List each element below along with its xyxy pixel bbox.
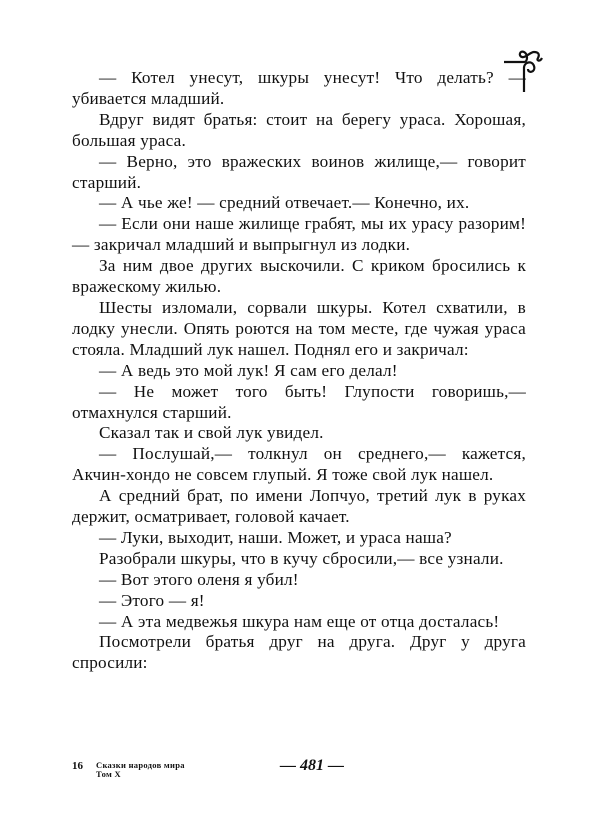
paragraph: — Если они наше жилище грабят, мы их урасу разорим! — закричал младший и выпрыгнул из лодки. xyxy=(72,214,526,255)
paragraph: — Этого — я! xyxy=(99,590,205,610)
paragraph: — Вот этого оленя я убил! xyxy=(99,569,299,589)
signature-title-line: Том X xyxy=(96,769,121,779)
paragraph: Разобрали шкуры, что в кучу сбросили,— все узнали. xyxy=(99,548,504,568)
paragraph: — А ведь это мой лук! Я сам его делал! xyxy=(99,360,398,380)
paragraph: За ним двое других выскочили. С криком бросились к вражескому жилью. xyxy=(72,256,526,297)
paragraph: Посмотрели братья друг на друга. Друг у друга спросили: xyxy=(72,632,526,673)
paragraph: — Котел унесут, шкуры унесут! Что делать? — убивается младший. xyxy=(72,68,526,108)
paragraph: — Луки, выходит, наши. Может, и ураса наша? xyxy=(99,527,452,547)
body-text xyxy=(72,68,526,674)
paragraph: А средний брат, по имени Лопчуо, третий лук в руках держит, осматривает, головой качает. xyxy=(72,486,526,527)
paragraph: — А чье же! — средний отвечает.— Конечно, их. xyxy=(99,193,470,213)
paragraph: — Не может того быть! Глупости говоришь,— отмахнулся старший. xyxy=(72,381,526,422)
paragraph: Сказал так и свой лук увидел. xyxy=(99,423,324,443)
page-number: — 481 — xyxy=(280,757,344,774)
paragraph: Шесты изломали, сорвали шкуры. Котел схватили, в лодку унесли. Опять роются на том месте, где чужая ураса стояла. Младший лук нашел. Поднял его и закричал: xyxy=(72,297,526,359)
signature-title-line: Сказки народов мира xyxy=(96,760,185,770)
signature-number: 16 xyxy=(72,760,83,772)
paragraph: — Послушай,— толкнул он среднего,— кажется, Акчин-хондо не совсем глупый. Я тоже свой лук нашел. xyxy=(72,444,526,485)
paragraph: — Верно, это вражеских воинов жилище,— говорит старший. xyxy=(72,151,526,192)
paragraph: — А эта медвежья шкура нам еще от отца досталась! xyxy=(99,611,500,631)
paragraph: Вдруг видят братья: стоит на берегу ураса. Хорошая, большая ураса. xyxy=(72,109,526,150)
